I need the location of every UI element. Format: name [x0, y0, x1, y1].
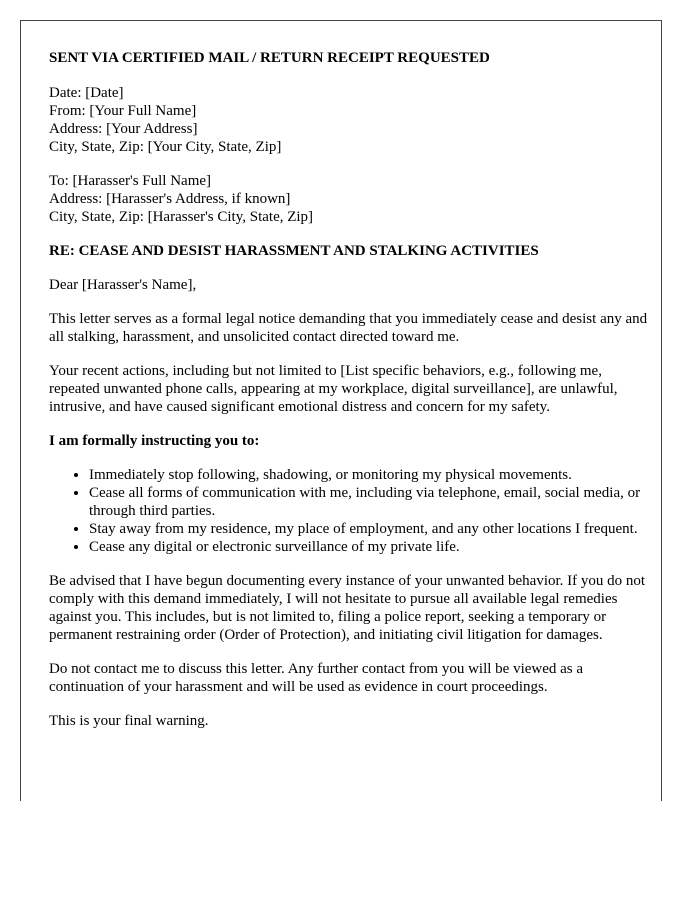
list-item: • Cease all forms of communication with me, including via telephone, email, social media, or through third parties.: [89, 484, 649, 520]
list-item: • Immediately stop following, shadowing, or monitoring my physical movements.: [89, 466, 649, 484]
recipient-block: [49, 172, 649, 226]
subject-line: RE: CEASE AND DESIST HARASSMENT AND STALKING ACTIVITIES: [49, 243, 539, 259]
instructions-heading-text: I am formally instructing you to:: [49, 433, 260, 449]
instructions-list: [49, 466, 649, 556]
recipient-name: To: [Harasser's Full Name]: [49, 173, 212, 189]
sender-address: Address: [Your Address]: [49, 121, 198, 137]
list-item: • Stay away from my residence, my place of employment, and any other locations I frequent.: [89, 520, 649, 538]
sender-block: [49, 84, 649, 156]
final-warning: This is your final warning.: [49, 713, 209, 729]
sender-date: Date: [Date]: [49, 85, 124, 101]
recipient-city: City, State, Zip: [Harasser's City, State, Zip]: [49, 209, 314, 225]
sender-name: From: [Your Full Name]: [49, 103, 197, 119]
body-paragraph: Be advised that I have begun documenting every instance of your unwanted behavior. If you do not comply with this demand immediately, I will not hesitate to pursue all available legal remedies against you. This includes, but is not limited to, filing a police report, seeking a temporary or permanent restraining order (Order of Protection), and initiating civil litigation for damages.: [49, 573, 646, 643]
body-paragraph: This letter serves as a formal legal notice demanding that you immediately cease and desist any and all stalking, harassment, and unsolicited contact directed toward me.: [49, 311, 648, 345]
delivery-method-heading: SENT VIA CERTIFIED MAIL / RETURN RECEIPT REQUESTED: [49, 50, 490, 66]
recipient-address: Address: [Harasser's Address, if known]: [49, 191, 291, 207]
letter-page: [20, 20, 662, 801]
instructions-heading: [49, 432, 649, 450]
salutation: Dear [Harasser's Name],: [49, 277, 197, 293]
body-paragraph: Do not contact me to discuss this letter. Any further contact from you will be viewed as a continuation of your harassment and will be used as evidence in court proceedings.: [49, 661, 584, 695]
body-paragraph: Your recent actions, including but not limited to [List specific behaviors, e.g., following me, repeated unwanted phone calls, appearing at my workplace, digital surveillance], are unlawful, intrusive, and have caused significant emotional distress and concern for my safety.: [49, 363, 618, 415]
sender-city: City, State, Zip: [Your City, State, Zip]: [49, 139, 282, 155]
list-item: • Cease any digital or electronic surveillance of my private life.: [89, 538, 649, 556]
